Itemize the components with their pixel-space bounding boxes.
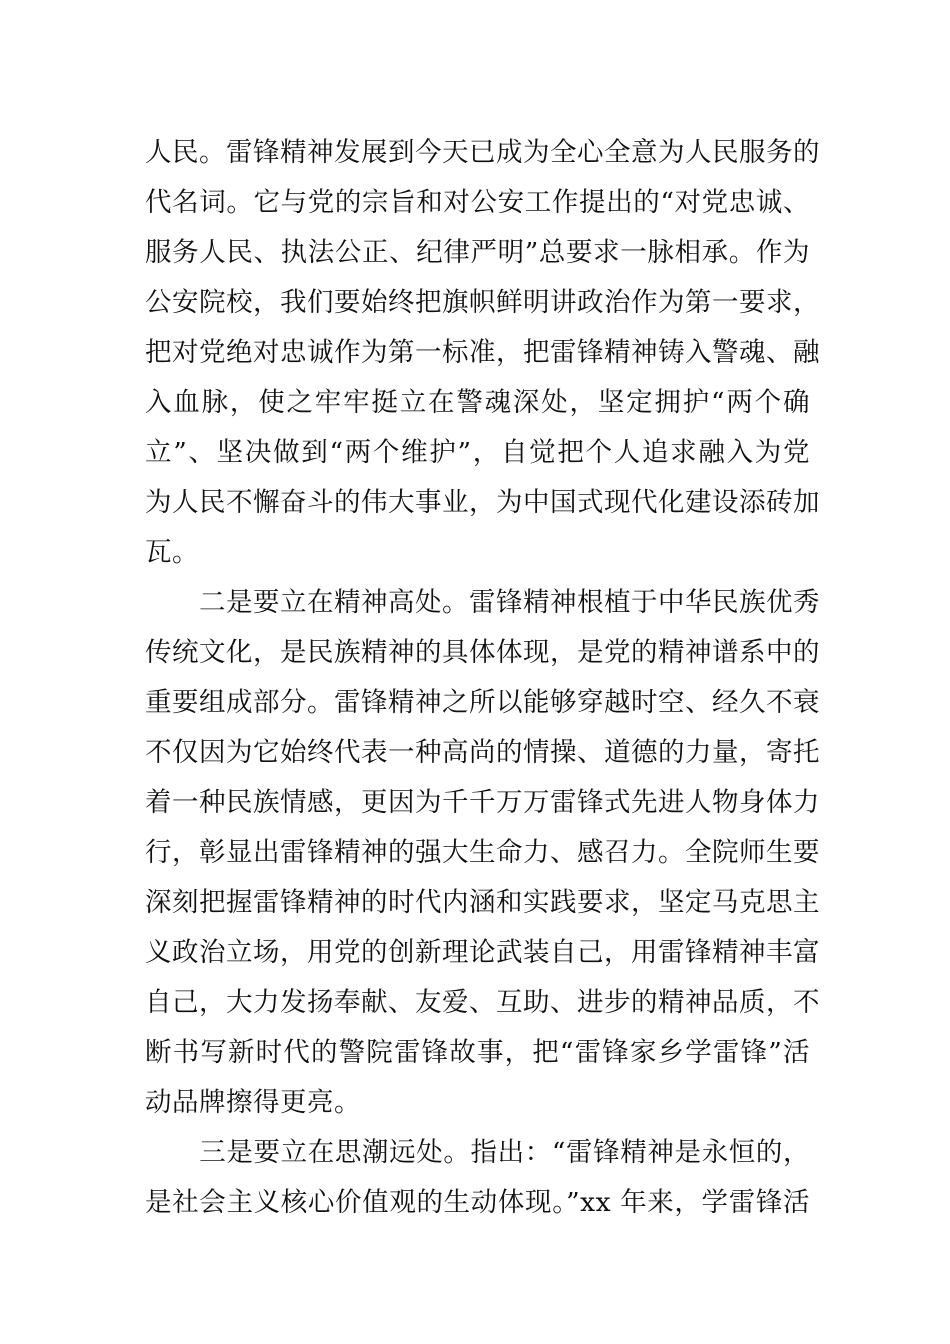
- text-line: 为人民不懈奋斗的伟大事业，为中国式现代化建设添砖加: [145, 487, 820, 518]
- text-line: 三是要立在思潮远处。指出：“雷锋精神是永恒的，: [145, 1137, 810, 1168]
- text-line: 立”、坚决做到“两个维护”，自觉把个人追求融入为党: [145, 437, 810, 468]
- text-line: 重要组成部分。雷锋精神之所以能够穿越时空、经久不衰: [145, 687, 820, 718]
- text-line: 行，彰显出雷锋精神的强大生命力、感召力。全院师生要: [145, 837, 820, 868]
- text-line: 人民。雷锋精神发展到今天已成为全心全意为人民服务的: [145, 137, 820, 168]
- text-line: 着一种民族情感，更因为千千万万雷锋式先进人物身体力: [145, 787, 820, 818]
- text-line: 传统文化，是民族精神的具体体现，是党的精神谱系中的: [145, 637, 820, 668]
- text-line: 入血脉，使之牢牢挺立在警魂深处，坚定拥护“两个确: [145, 387, 810, 418]
- text-line: 义政治立场，用党的创新理论武装自己，用雷锋精神丰富: [145, 937, 820, 968]
- text-line: 动品牌擦得更亮。: [145, 1087, 361, 1118]
- text-line: 服务人民、执法公正、纪律严明”总要求一脉相承。作为: [145, 237, 810, 268]
- text-line: 二是要立在精神高处。雷锋精神根植于中华民族优秀: [145, 587, 820, 618]
- text-line: 不仅因为它始终代表一种高尚的情操、道德的力量，寄托: [145, 737, 820, 768]
- text-line: 代名词。它与党的宗旨和对公安工作提出的“对党忠诚、: [145, 187, 810, 218]
- text-line: 深刻把握雷锋精神的时代内涵和实践要求，坚定马克思主: [145, 887, 820, 918]
- text-line: 公安院校，我们要始终把旗帜鲜明讲政治作为第一要求，: [145, 287, 820, 318]
- text-line: 自己，大力发扬奉献、友爱、互助、进步的精神品质，不: [145, 987, 820, 1018]
- text-line: 把对党绝对忠诚作为第一标准，把雷锋精神铸入警魂、融: [145, 337, 820, 368]
- text-line: 是社会主义核心价值观的生动体现。”xx 年来，学雷锋活: [145, 1187, 810, 1218]
- text-line: 瓦。: [145, 537, 199, 568]
- body-text: [145, 128, 820, 1228]
- text-line: 断书写新时代的警院雷锋故事，把“雷锋家乡学雷锋”活: [145, 1037, 810, 1068]
